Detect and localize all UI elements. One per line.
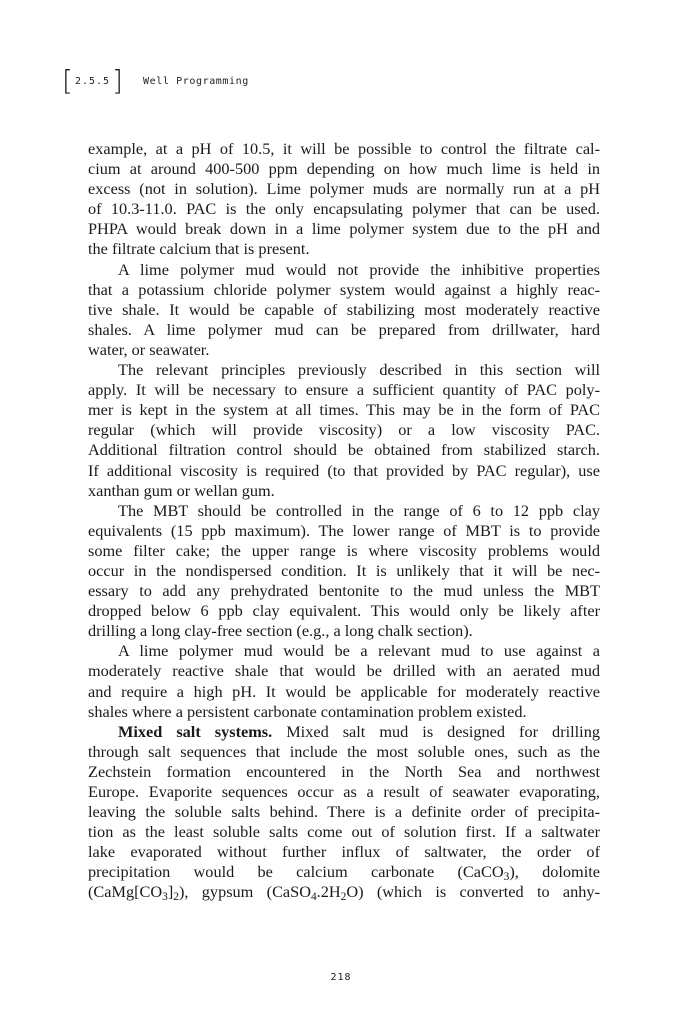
text-line (88, 179, 600, 199)
text-line (88, 440, 600, 460)
line-text: shales where a persistent carbonate contamination problem existed. (88, 701, 527, 721)
text-line (88, 561, 600, 581)
section-number: 2.5.5 (74, 75, 111, 87)
line-text: A lime polymer mud would be a relevant mud to use against a (118, 641, 600, 661)
running-header (62, 66, 249, 96)
header-bracket-open: [ (62, 64, 73, 97)
text-line (88, 239, 600, 259)
line-text: tion as the least soluble salts come out of solution first. If a saltwater (88, 822, 600, 842)
line-text: through salt sequences that include the most soluble ones, such as the (88, 741, 600, 761)
text-line (88, 260, 600, 280)
line-text: drilling a long clay-free section (e.g., a long chalk section). (88, 621, 473, 641)
text-line (88, 882, 600, 902)
text-line (88, 661, 600, 681)
line-text: that a potassium chloride polymer system would against a highly reac- (88, 279, 600, 299)
line-text: of 10.3-11.0. PAC is the only encapsulating polymer that can be used. (88, 199, 600, 219)
text-line (88, 380, 600, 400)
line-text: mer is kept in the system at all times. This may be in the form of PAC (88, 400, 600, 420)
page-number: 218 (330, 972, 352, 983)
line-text: dropped below 6 ppb clay equivalent. This would only be likely after (88, 601, 600, 621)
line-text: occur in the nondispersed condition. It is unlikely that it will be nec- (88, 560, 600, 580)
text-line (88, 742, 600, 762)
text-line (88, 782, 600, 802)
line-text: leaving the soluble salts behind. There is a definite order of precipita- (88, 802, 600, 822)
line-text: The MBT should be controlled in the range of 6 to 12 ppb clay (118, 500, 600, 520)
text-line (88, 139, 600, 159)
line-text: If additional viscosity is required (to that provided by PAC regular), use (88, 460, 600, 480)
text-line (88, 219, 600, 239)
text-line (88, 862, 600, 882)
line-text: Additional filtration control should be obtained from stabilized starch. (88, 440, 600, 460)
text-line (88, 581, 600, 601)
text-line (88, 420, 600, 440)
text-line (88, 340, 600, 360)
line-text: PHPA would break down in a lime polymer system due to the pH and (88, 219, 600, 239)
line-text: $(CaMg[CO_3]_2)$, gypsum $(CaSO_4.2H_2O)$ (which is converted to anhy- (88, 882, 600, 904)
line-text: excess (not in solution). Lime polymer muds are normally run at a pH (88, 179, 600, 199)
line-text: equivalents (15 ppb maximum). The lower range of MBT is to provide (88, 520, 600, 540)
text-line (88, 842, 600, 862)
text-line (88, 822, 600, 842)
text-line (88, 722, 600, 742)
body-text (88, 139, 600, 903)
text-line (88, 621, 600, 641)
text-line (88, 481, 600, 501)
line-text: water, or seawater. (88, 339, 210, 359)
text-line (88, 802, 600, 822)
text-line (88, 641, 600, 661)
text-line (88, 461, 600, 481)
text-line (88, 280, 600, 300)
text-line (88, 541, 600, 561)
line-text: The relevant principles previously described in this section will (118, 360, 600, 380)
running-title: Well Programming (142, 75, 249, 87)
text-line (88, 501, 600, 521)
text-line (88, 762, 600, 782)
line-text: cium at around 400-500 ppm depending on how much lime is held in (88, 159, 600, 179)
text-line (88, 360, 600, 380)
line-text: tive shale. It would be capable of stabilizing most moderately reactive (88, 299, 600, 319)
line-text: and require a high pH. It would be applicable for moderately reactive (88, 681, 600, 701)
line-text: essary to add any prehydrated bentonite to the mud unless the MBT (88, 581, 600, 601)
line-text: A lime polymer mud would not provide the inhibitive properties (118, 259, 600, 279)
line-text: example, at a pH of 10.5, it will be possible to control the filtrate cal- (88, 139, 600, 158)
text-line (88, 199, 600, 219)
line-text: xanthan gum or wellan gum. (88, 480, 275, 500)
text-line (88, 300, 600, 320)
text-line (88, 400, 600, 420)
line-text: Europe. Evaporite sequences occur as a result of seawater evaporating, (88, 782, 600, 801)
line-text: moderately reactive shale that would be drilled with an aerated mud (88, 661, 600, 681)
line-text: lake evaporated without further influx of saltwater, the order of (88, 842, 600, 862)
line-text: apply. It will be necessary to ensure a sufficient quantity of PAC poly- (88, 380, 600, 400)
text-line (88, 682, 600, 702)
text-line (88, 159, 600, 179)
header-bracket-close: ] (112, 64, 123, 97)
line-text: shales. A lime polymer mud can be prepared from drillwater, hard (88, 319, 600, 339)
text-line (88, 320, 600, 340)
text-line (88, 702, 600, 722)
line-text: Zechstein formation encountered in the North Sea and northwest (88, 761, 600, 781)
line-text: some filter cake; the upper range is where viscosity problems would (88, 540, 600, 560)
run-in-heading: Mixed salt systems. (118, 721, 273, 741)
line-text: regular (which will provide viscosity) or a low viscosity PAC. (88, 420, 600, 440)
line-text: precipitation would be calcium carbonate (CaCO$_3$), dolomite (88, 862, 600, 884)
line-text: Mixed salt mud is designed for drilling (272, 721, 600, 741)
text-line (88, 601, 600, 621)
text-line (88, 521, 600, 541)
line-text: the filtrate calcium that is present. (88, 239, 310, 259)
